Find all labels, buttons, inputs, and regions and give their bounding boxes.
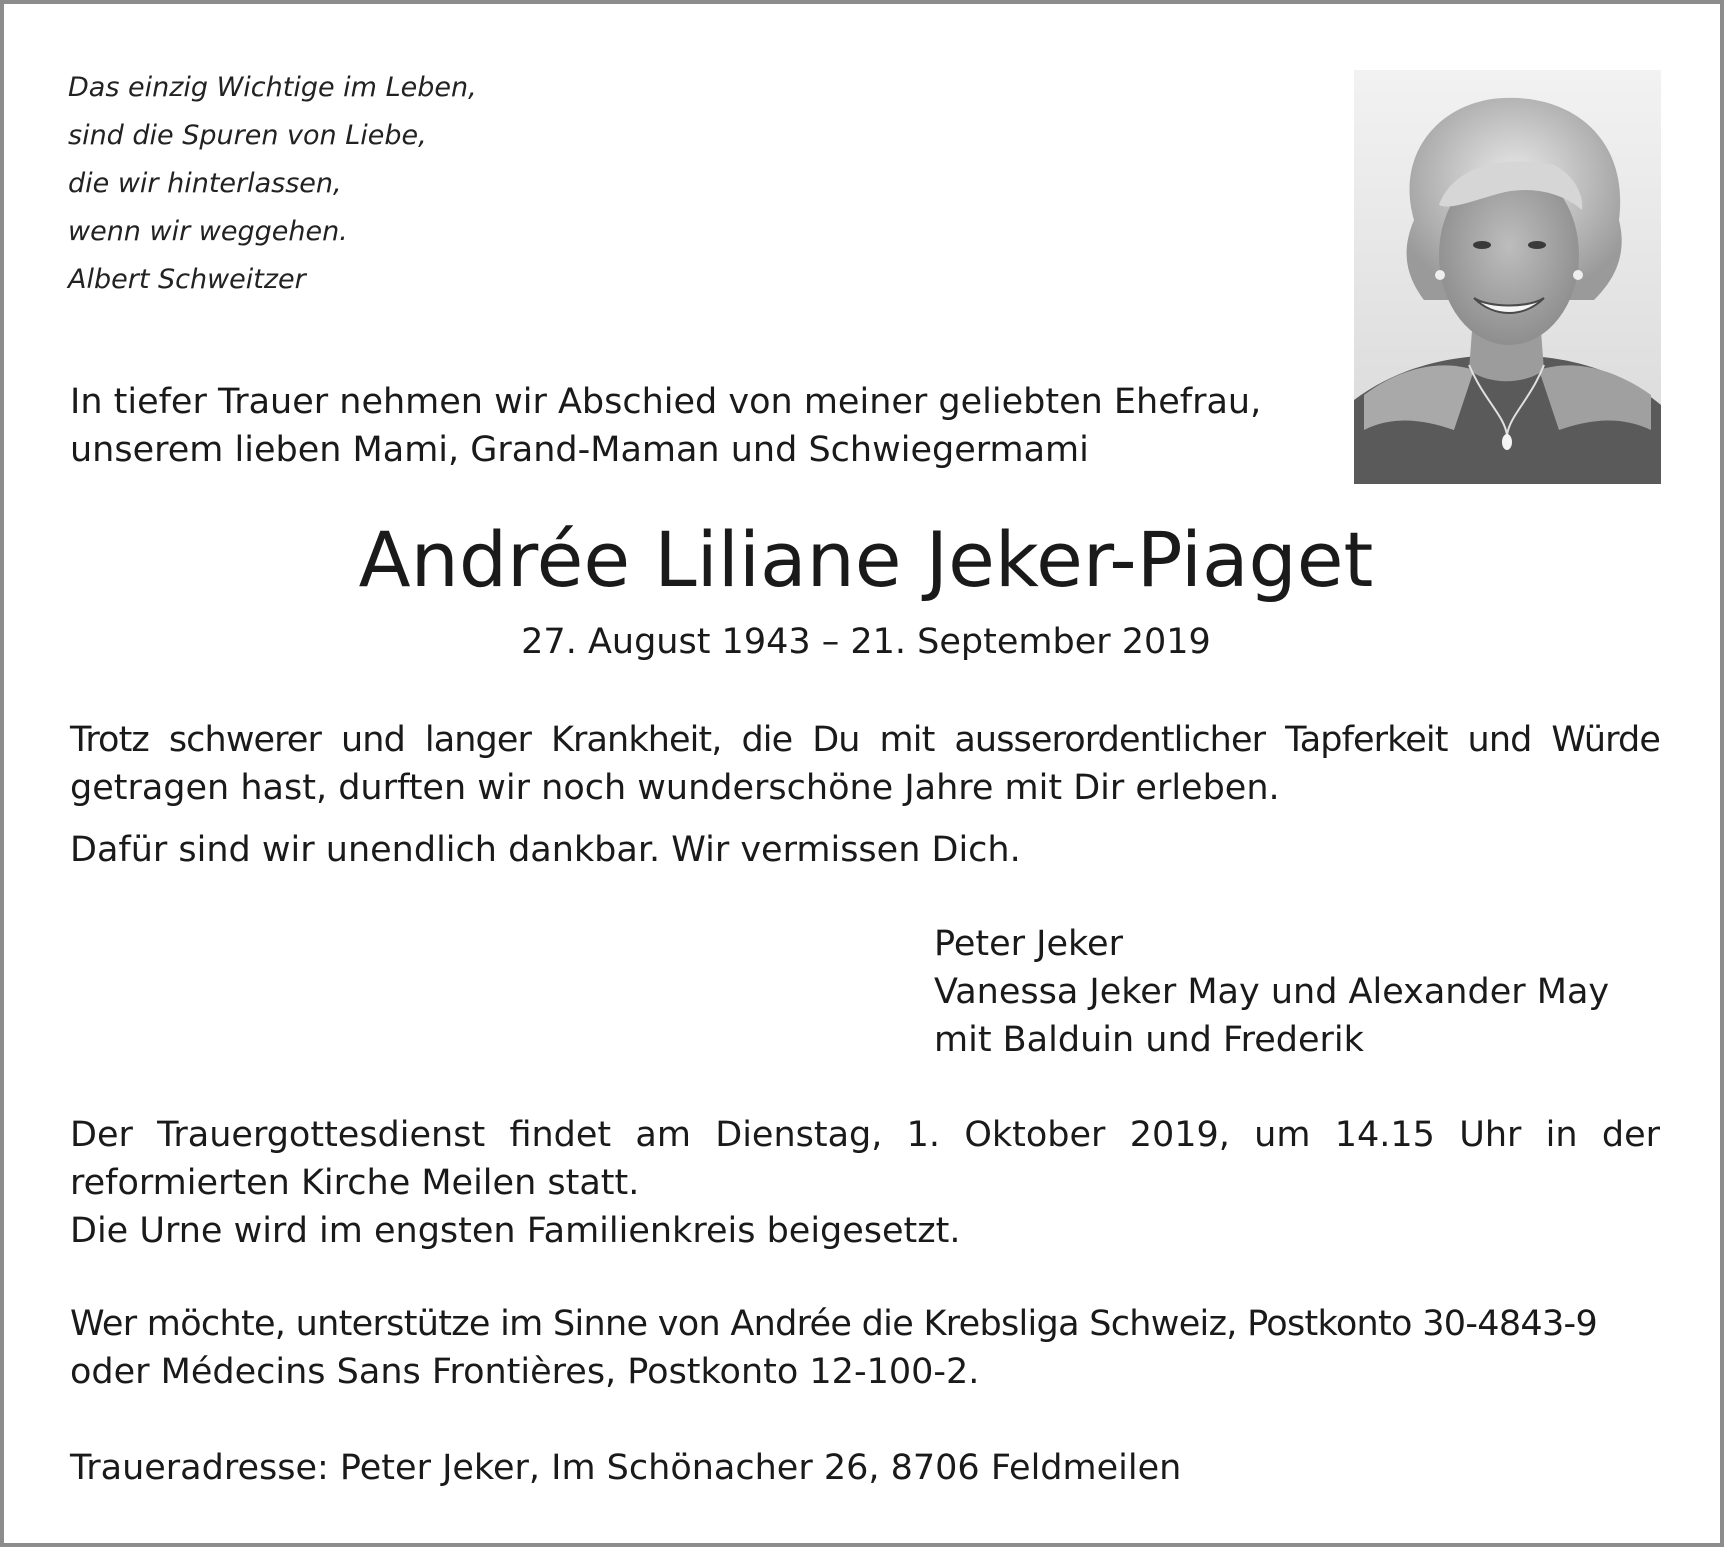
service-line: reformierten Kirche Meilen statt.	[70, 1163, 640, 1203]
quote-line: wenn wir weggehen.	[68, 216, 348, 247]
mourner-line: Peter Jeker	[934, 924, 1123, 964]
quote-block	[68, 64, 477, 304]
message-paragraph	[70, 716, 1660, 812]
quote-line: die wir hinterlassen,	[68, 168, 342, 199]
service-line: Der Trauergottesdienst findet am Dienstag, 1. Oktober 2019, um 14.15 Uhr in der	[70, 1115, 1660, 1155]
intro-line: unserem lieben Mami, Grand-Maman und Schwiegermami	[70, 430, 1089, 470]
intro-line: In tiefer Trauer nehmen wir Abschied von meiner geliebten Ehefrau,	[70, 382, 1262, 422]
gratitude-line: Dafür sind wir unendlich dankbar. Wir vermissen Dich.	[70, 830, 1021, 870]
message-line: getragen hast, durften wir noch wunderschöne Jahre mit Dir erleben.	[70, 768, 1280, 808]
portrait-photo	[1354, 70, 1661, 484]
quote-line: Das einzig Wichtige im Leben,	[68, 72, 477, 103]
deceased-name: Andrée Liliane Jeker-Piaget	[358, 515, 1374, 604]
intro-text	[70, 378, 1261, 474]
donation-line: oder Médecins Sans Frontières, Postkonto 12-100-2.	[70, 1352, 980, 1392]
life-dates: 27. August 1943 – 21. September 2019	[521, 622, 1211, 662]
service-line: Die Urne wird im engsten Familienkreis beigesetzt.	[70, 1211, 961, 1251]
mourners-list	[934, 920, 1609, 1064]
quote-author: Albert Schweitzer	[68, 264, 306, 295]
service-paragraph	[70, 1111, 1660, 1255]
donation-paragraph	[70, 1300, 1660, 1396]
mourner-line: Vanessa Jeker May und Alexander May	[934, 972, 1610, 1012]
donation-line: Wer möchte, unterstütze im Sinne von Andrée die Krebsliga Schweiz, Postkonto 30-4843-9	[70, 1304, 1598, 1344]
portrait-image	[1354, 70, 1661, 484]
quote-line: sind die Spuren von Liebe,	[68, 120, 427, 151]
message-line: Trotz schwerer und langer Krankheit, die Du mit ausserordentlicher Tapferkeit und Würde	[70, 720, 1660, 760]
mourner-line: mit Balduin und Frederik	[934, 1020, 1364, 1060]
mourning-address: Traueradresse: Peter Jeker, Im Schönacher 26, 8706 Feldmeilen	[70, 1448, 1182, 1488]
